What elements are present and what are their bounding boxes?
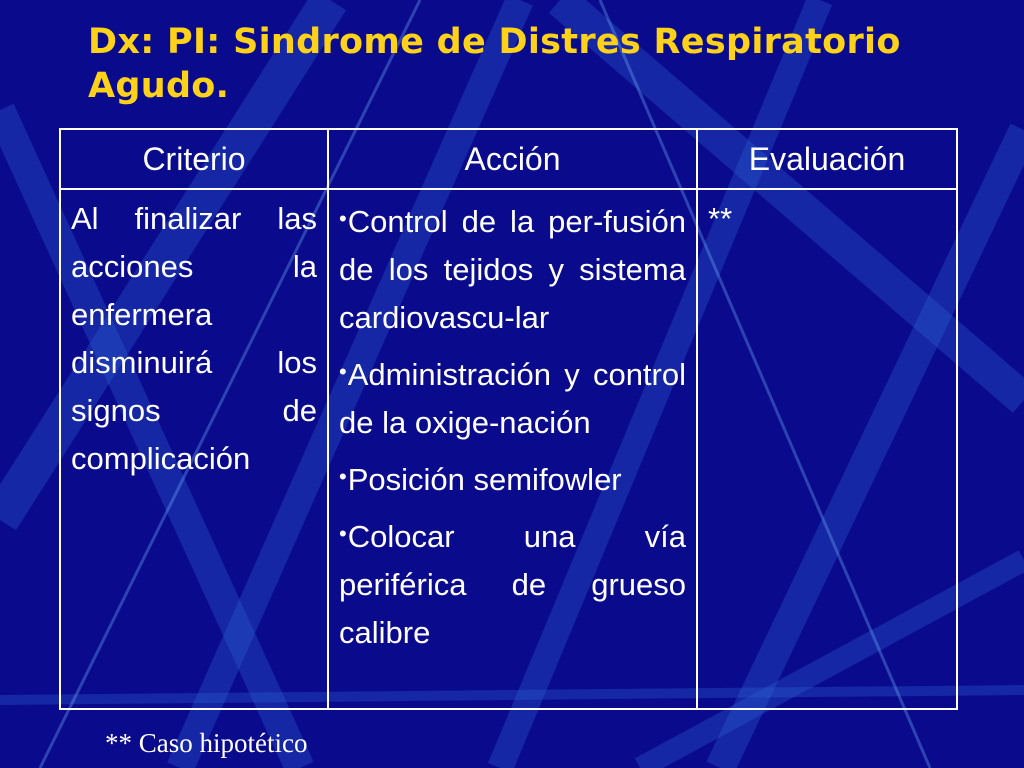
table-header-row <box>60 129 957 189</box>
accion-item-text: Control de la per-fusión de los tejidos y sistema cardiovascu-lar <box>339 204 686 335</box>
accion-cell <box>328 189 697 709</box>
slide-title: Dx: PI: Sindrome de Distres Respiratorio Agudo. <box>88 22 901 106</box>
column-header-accion: Acción <box>328 129 697 189</box>
list-item: •Colocar una vía periférica de grueso calibre <box>339 519 686 650</box>
column-header-evaluacion: Evaluación <box>697 129 957 189</box>
accion-item-text: Posición semifowler <box>347 462 622 497</box>
footnote: ** Caso hipotético <box>105 728 308 758</box>
care-plan-table <box>59 128 958 710</box>
table-row <box>60 189 957 709</box>
evaluacion-cell: ** <box>697 189 957 709</box>
accion-item-text: Administración y control de la oxige-nación <box>339 357 686 440</box>
list-item: •Control de la per-fusión de los tejidos y sistema cardiovascu-lar <box>339 204 686 335</box>
column-header-criterio: Criterio <box>60 129 328 189</box>
list-item: •Administración y control de la oxige-nación <box>339 357 686 440</box>
criterio-cell: Al finalizar las acciones la enfermera disminuirá los signos de complicación <box>60 189 328 709</box>
accion-item-text: Colocar una vía periférica de grueso calibre <box>339 519 686 650</box>
list-item: •Posición semifowler <box>339 462 622 497</box>
